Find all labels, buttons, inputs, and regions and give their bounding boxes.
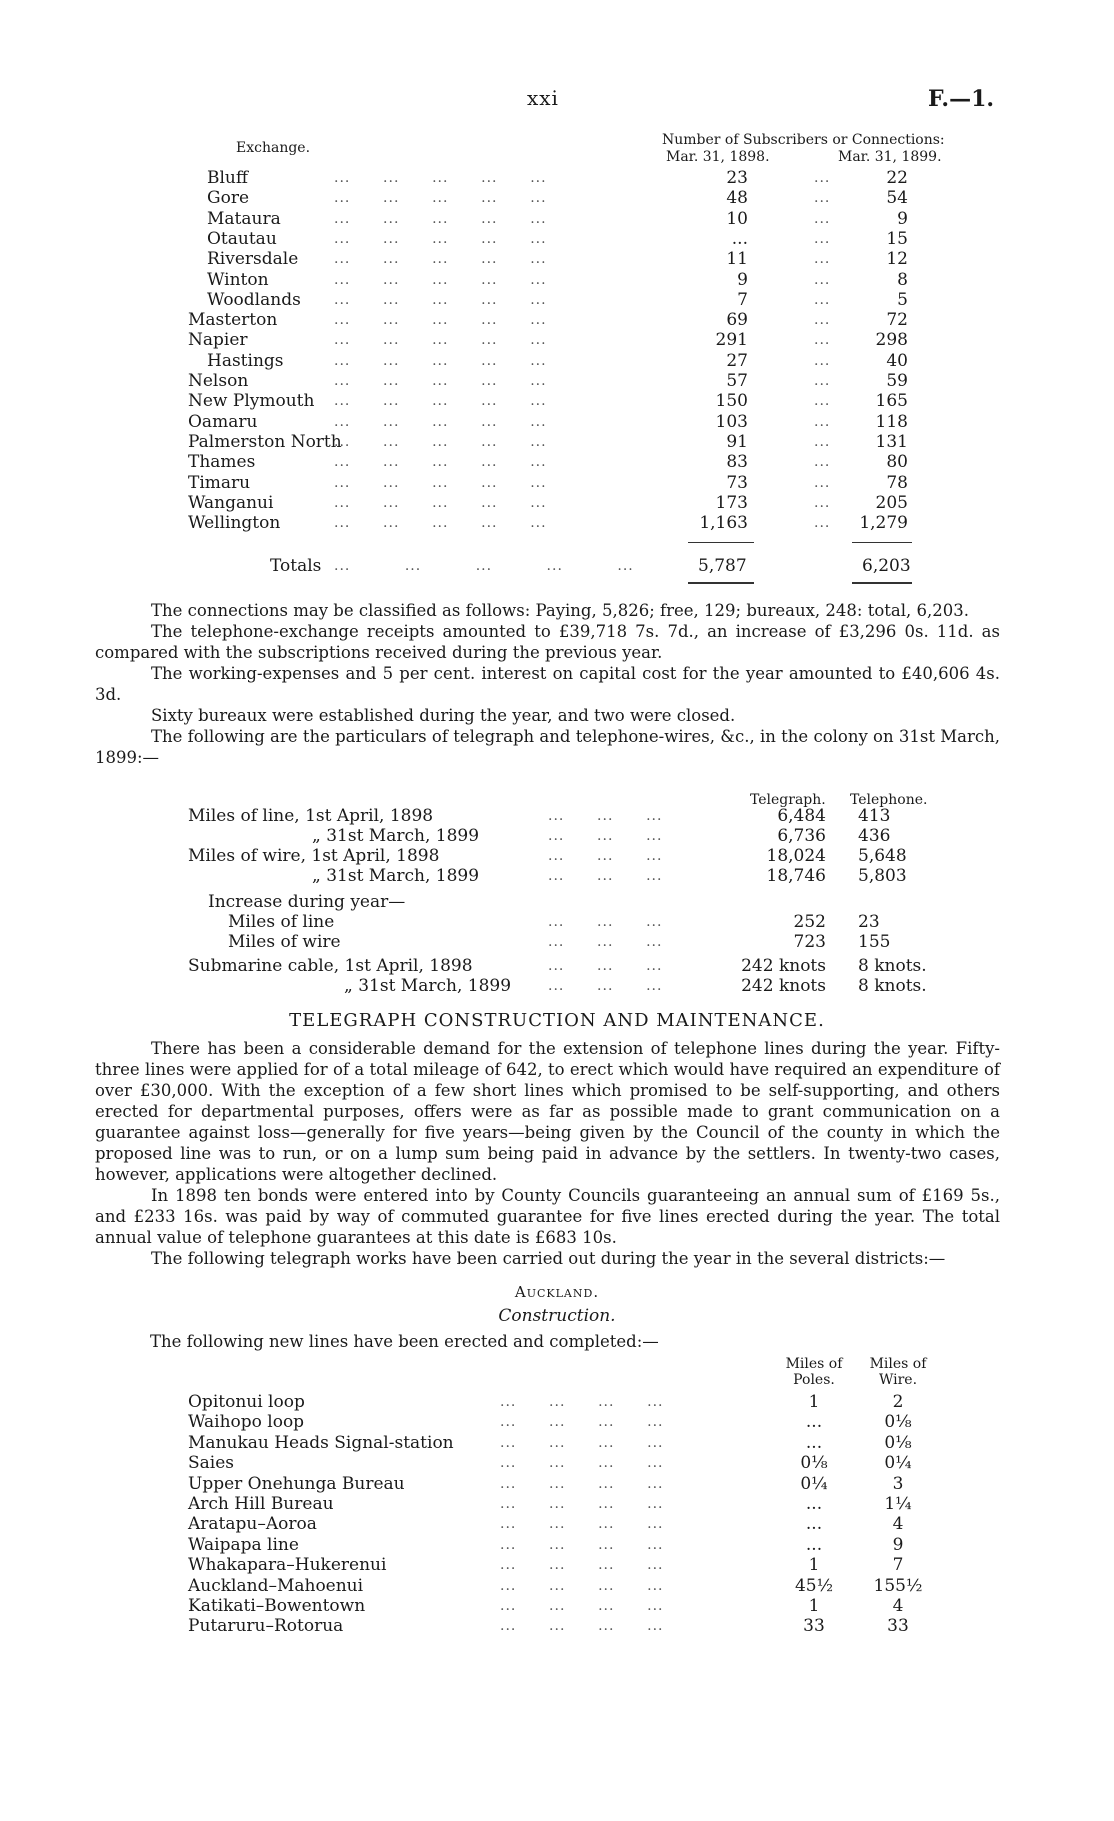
line-name: Katikati–Bowentown	[188, 1596, 366, 1616]
paragraph: The telephone-exchange receipts amounted to £39,718 7s. 7d., an increase of £3,296 0s. 11d. as compared with the subscriptions received during the previous year.	[95, 622, 1000, 662]
exchange-row	[0, 391, 1114, 412]
leader-dots: ...	[814, 413, 831, 430]
leader-dots: ... ... ... ...	[500, 1434, 664, 1451]
wires-row	[0, 932, 1114, 953]
leader-dots: ...	[814, 515, 831, 532]
exchange-row	[0, 412, 1114, 433]
leader-dots: ...	[814, 190, 831, 207]
subscribers-1898: 103	[715, 411, 748, 432]
exchange-row	[0, 371, 1114, 392]
leader-dots: ...	[814, 312, 831, 329]
leader-dots: ... ... ... ...	[500, 1475, 664, 1492]
leader-dots: ...	[814, 230, 831, 247]
telephone-value: 5,648	[858, 846, 907, 866]
subscribers-1898: 27	[726, 350, 748, 371]
exchange-row	[0, 432, 1114, 453]
paragraph: The following telegraph works have been carried out during the year in the several districts:—	[151, 1249, 946, 1268]
miles-of-wire: 1¼	[884, 1494, 912, 1514]
leader-dots: ... ... ... ... ...	[334, 291, 547, 308]
line-row	[0, 1596, 1114, 1617]
exchange-name: Napier	[188, 330, 248, 351]
leader-dots: ... ... ... ... ...	[334, 170, 547, 186]
telephone-value: 436	[858, 826, 891, 846]
line-name: Waihopo loop	[188, 1412, 305, 1433]
totals-label: Totals	[270, 556, 322, 576]
leader-dots: ... ... ...	[548, 978, 663, 994]
wires-row	[0, 866, 1114, 887]
leader-dots: ... ... ... ... ...	[334, 413, 547, 430]
subsection-heading: Construction.	[498, 1306, 616, 1326]
total-1899: 6,203	[862, 556, 911, 576]
leader-dots: ... ... ...	[548, 958, 663, 974]
miles-of-wire: 3	[892, 1473, 904, 1494]
exchange-name: Gore	[207, 188, 250, 209]
leader-dots: ... ... ...	[548, 934, 663, 950]
subscribers-1899: 205	[875, 492, 908, 513]
subscribers-1898: 48	[726, 188, 748, 209]
subscribers-1899: 78	[886, 472, 908, 493]
paragraph: The connections may be classified as follows: Paying, 5,826; free, 129; bureaux, 248: total, 6,203.	[151, 601, 969, 620]
wires-row	[0, 912, 1114, 933]
paragraph: In 1898 ten bonds were entered into by County Councils guaranteeing an annual sum of £169 5s., and £233 16s. was paid by way of commuted guarantee for five lines erected during the year. The total annual value of telephone guarantees at this date is £683 10s.	[95, 1186, 1000, 1247]
subscribers-1898: 73	[726, 472, 748, 493]
miles-of-poles: ...	[805, 1534, 823, 1555]
line-row	[0, 1433, 1114, 1454]
leader-dots: ... ... ... ...	[500, 1496, 664, 1512]
wires-label: Miles of line	[228, 912, 335, 932]
miles-of-wire: 4	[892, 1514, 904, 1535]
exchange-name: Hastings	[207, 350, 284, 371]
leader-dots: ... ... ... ... ...	[334, 373, 547, 389]
leader-dots: ... ... ... ... ...	[334, 210, 547, 227]
line-name: Aratapu–Aoroa	[188, 1514, 317, 1535]
total-rule	[688, 542, 754, 543]
miles-of-poles: 1	[808, 1392, 820, 1412]
exchange-row	[0, 493, 1114, 514]
line-name: Arch Hill Bureau	[188, 1494, 334, 1514]
lines-intro: The following new lines have been erected and completed:—	[150, 1332, 659, 1351]
subscribers-1899: 1,279	[859, 513, 908, 534]
district-heading: Auckland.	[514, 1283, 600, 1301]
subscribers-1899: 9	[897, 208, 908, 229]
subscribers-1898: 150	[715, 391, 748, 412]
line-row	[0, 1392, 1114, 1413]
subscribers-1898: 9	[737, 269, 748, 290]
exchange-name: Woodlands	[207, 289, 301, 310]
line-name: Waipapa line	[188, 1534, 299, 1555]
telegraph-value: 723	[793, 932, 826, 952]
miles-of-wire: 4	[892, 1596, 904, 1616]
exchange-row	[0, 473, 1114, 494]
exchange-name: Wellington	[188, 513, 281, 534]
totals-row	[0, 556, 1114, 577]
leader-dots: ... ... ...	[548, 828, 663, 844]
col-exchange-header: Exchange.	[236, 140, 311, 156]
telephone-value: 23	[858, 912, 880, 932]
wires-label: Miles of wire, 1st April, 1898	[188, 846, 440, 866]
line-name: Saies	[188, 1453, 235, 1474]
telegraph-value: 18,024	[766, 846, 826, 866]
miles-of-poles: 1	[808, 1596, 820, 1616]
exchange-name: Timaru	[188, 472, 251, 493]
leader-dots: ... ... ... ... ...	[334, 494, 547, 511]
exchange-name: Mataura	[207, 208, 281, 229]
leader-dots: ...	[814, 210, 831, 227]
double-rule	[688, 582, 754, 584]
subscribers-1898: 83	[726, 452, 748, 473]
paragraph: The following are the particulars of telegraph and telephone-wires, &c., in the colony on 31st March, 1899:—	[95, 727, 1000, 767]
paragraphs-block-2	[95, 1038, 1000, 1269]
leader-dots: ... ... ... ... ...	[334, 251, 547, 268]
telephone-value: 155	[858, 932, 891, 952]
leader-dots: ... ... ... ...	[500, 1414, 664, 1431]
exchange-row	[0, 249, 1114, 270]
exchange-row	[0, 330, 1114, 351]
leader-dots: ... ... ...	[548, 808, 663, 824]
exchange-name: Winton	[207, 269, 269, 290]
leader-dots: ... ... ... ... ...	[334, 393, 547, 410]
col-wire-header: Miles of Wire.	[869, 1356, 927, 1388]
leader-dots: ... ... ... ... ...	[334, 312, 547, 329]
exchange-row	[0, 452, 1114, 473]
paragraph: There has been a considerable demand for the extension of telephone lines during the year. Fifty-three lines were applied for of a total mileage of 642, to erect which would have required an expenditure of over £30,000. With the exception of a few short lines which promised to be self-supporting, and others erected for departmental purposes, offers were as far as possible made to grant communication on a guarantee against loss—generally for five years—being given by the Council of the county in which the proposed line was to run, or on a lump sum being paid in advance by the settlers. In twenty-two cases, however, applications were altogether declined.	[95, 1039, 1000, 1184]
miles-of-poles: ...	[805, 1432, 823, 1453]
exchange-name: Masterton	[188, 310, 278, 331]
line-name: Upper Onehunga Bureau	[188, 1473, 405, 1494]
miles-of-wire: 7	[892, 1555, 904, 1576]
exchange-row	[0, 229, 1114, 250]
exchange-row	[0, 209, 1114, 230]
subscribers-1899: 12	[886, 249, 908, 270]
subscribers-1899: 72	[886, 310, 908, 331]
subscribers-1899: 118	[875, 411, 908, 432]
miles-of-wire: 0⅛	[884, 1432, 912, 1453]
exchange-row	[0, 310, 1114, 331]
wires-row	[0, 976, 1114, 997]
miles-of-poles: 45½	[794, 1575, 834, 1596]
col-poles-header: Miles of Poles.	[785, 1356, 843, 1388]
telegraph-value: 252	[793, 912, 826, 932]
exchange-name: Wanganui	[188, 492, 274, 513]
wires-label: „ 31st March, 1899	[312, 826, 480, 846]
line-row	[0, 1514, 1114, 1535]
subscribers-1898: 57	[726, 371, 748, 391]
leader-dots: ... ... ... ...	[500, 1557, 664, 1574]
leader-dots: ... ... ...	[548, 868, 663, 884]
telephone-value: 8 knots.	[858, 976, 927, 996]
leader-dots: ... ... ... ...	[500, 1618, 664, 1635]
miles-of-wire: 0¼	[884, 1453, 912, 1474]
miles-of-poles: ...	[805, 1514, 823, 1535]
exchange-row	[0, 270, 1114, 291]
telegraph-value: 6,736	[777, 826, 826, 846]
col-telephone-header: Telephone.	[850, 792, 928, 808]
subscribers-1899: 5	[897, 289, 908, 310]
exchange-name: Nelson	[188, 371, 249, 391]
leader-dots: ... ... ... ... ...	[334, 332, 547, 349]
subscribers-1899: 22	[886, 168, 908, 188]
telephone-value: 8 knots.	[858, 956, 927, 976]
leader-dots: ...	[814, 271, 831, 288]
col-1898-header: Mar. 31, 1898.	[666, 149, 770, 165]
telegraph-value: 18,746	[766, 866, 826, 886]
leader-dots: ...	[814, 170, 831, 186]
leader-dots: ...	[814, 352, 831, 369]
subscribers-1899: 54	[886, 188, 908, 209]
miles-of-wire: 0⅛	[884, 1412, 912, 1433]
line-name: Manukau Heads Signal-station	[188, 1432, 454, 1453]
subscribers-1898: 291	[715, 330, 748, 351]
wires-label: Miles of wire	[228, 932, 341, 952]
wires-row	[0, 826, 1114, 847]
telephone-value: 413	[858, 806, 891, 826]
leader-dots: ... ... ... ...	[500, 1536, 664, 1553]
subscribers-1899: 165	[875, 391, 908, 412]
leader-dots: ...	[814, 494, 831, 511]
exchange-name: Thames	[188, 452, 256, 473]
exchange-name: New Plymouth	[188, 391, 315, 412]
subscribers-1898: 91	[726, 431, 748, 452]
leader-dots: ... ... ... ...	[500, 1455, 664, 1472]
subscribers-1898: 173	[715, 492, 748, 513]
exchange-name: Oamaru	[188, 411, 258, 432]
exchange-name: Bluff	[207, 168, 248, 188]
leader-dots: ...	[814, 433, 831, 450]
miles-of-wire: 2	[892, 1392, 904, 1412]
subscribers-1898: ...	[731, 228, 748, 249]
exchange-row	[0, 513, 1114, 534]
line-name: Whakapara–Hukerenui	[188, 1555, 387, 1576]
telegraph-value: 242 knots	[741, 956, 826, 976]
telegraph-value: 6,484	[777, 806, 826, 826]
line-row	[0, 1474, 1114, 1495]
leader-dots: ...	[814, 393, 831, 410]
wires-label: „ 31st March, 1899	[312, 866, 480, 886]
leader-dots: ... ... ... ... ...	[334, 558, 634, 574]
miles-of-poles: 0⅛	[800, 1453, 828, 1474]
paragraph: The working-expenses and 5 per cent. interest on capital cost for the year amounted to £40,606 4s. 3d.	[95, 664, 1000, 704]
telegraph-value: 242 knots	[741, 976, 826, 996]
subscribers-1899: 59	[886, 371, 908, 391]
miles-of-poles: ...	[805, 1412, 823, 1433]
wires-label: Increase during year—	[208, 892, 406, 912]
exchange-name: Otautau	[207, 228, 277, 249]
miles-of-poles: 33	[803, 1616, 825, 1637]
line-row	[0, 1535, 1114, 1556]
miles-of-wire: 155½	[873, 1575, 923, 1596]
paragraphs-block-1	[95, 600, 1000, 768]
leader-dots: ... ... ... ... ...	[334, 454, 547, 471]
subscribers-1898: 23	[726, 168, 748, 188]
subscribers-1898: 10	[726, 208, 748, 229]
leader-dots: ... ... ... ... ...	[334, 474, 547, 491]
leader-dots: ... ... ... ... ...	[334, 515, 547, 532]
line-name: Opitonui loop	[188, 1392, 305, 1412]
subscribers-1899: 15	[886, 228, 908, 249]
leader-dots: ... ... ... ...	[500, 1516, 664, 1533]
col-1899-header: Mar. 31, 1899.	[838, 149, 942, 165]
double-rule	[852, 582, 912, 584]
line-row	[0, 1616, 1114, 1637]
section-title: TELEGRAPH CONSTRUCTION AND MAINTENANCE.	[289, 1010, 825, 1031]
leader-dots: ... ... ... ...	[500, 1577, 664, 1594]
exchange-name: Riversdale	[207, 249, 299, 270]
wires-row	[0, 956, 1114, 977]
leader-dots: ... ... ... ... ...	[334, 433, 547, 450]
exchange-row	[0, 188, 1114, 209]
leader-dots: ... ... ...	[548, 848, 663, 864]
line-row	[0, 1453, 1114, 1474]
miles-of-wire: 33	[887, 1616, 909, 1637]
wires-row	[0, 806, 1114, 827]
line-row	[0, 1555, 1114, 1576]
leader-dots: ... ... ... ...	[500, 1394, 664, 1410]
total-1898: 5,787	[698, 556, 747, 576]
subscribers-1898: 11	[726, 249, 748, 270]
leader-dots: ...	[814, 291, 831, 308]
leader-dots: ... ... ... ...	[500, 1598, 664, 1614]
subscribers-1898: 7	[737, 289, 748, 310]
leader-dots: ...	[814, 454, 831, 471]
subscribers-1898: 69	[726, 310, 748, 331]
exchange-row	[0, 290, 1114, 311]
leader-dots: ...	[814, 251, 831, 268]
line-row	[0, 1494, 1114, 1515]
subscribers-1898: 1,163	[699, 513, 748, 534]
exchange-name: Palmerston North	[188, 431, 342, 452]
telephone-value: 5,803	[858, 866, 907, 886]
line-row	[0, 1412, 1114, 1433]
wires-label: Submarine cable, 1st April, 1898	[188, 956, 473, 976]
line-name: Putaruru–Rotorua	[188, 1616, 344, 1637]
col-group-header: Number of Subscribers or Connections:	[662, 132, 945, 148]
leader-dots: ... ... ...	[548, 914, 663, 930]
leader-dots: ... ... ... ... ...	[334, 352, 547, 369]
subscribers-1899: 40	[886, 350, 908, 371]
document-code: F.—1.	[928, 86, 995, 112]
leader-dots: ... ... ... ... ...	[334, 230, 547, 247]
wires-label: „ 31st March, 1899	[344, 976, 512, 996]
line-row	[0, 1576, 1114, 1597]
page-number: xxi	[527, 86, 559, 110]
leader-dots: ... ... ... ... ...	[334, 271, 547, 288]
line-name: Auckland–Mahoenui	[188, 1575, 364, 1596]
wires-label: Miles of line, 1st April, 1898	[188, 806, 434, 826]
subscribers-1899: 298	[875, 330, 908, 351]
exchange-row	[0, 168, 1114, 189]
miles-of-wire: 9	[892, 1534, 904, 1555]
col-telegraph-header: Telegraph.	[750, 792, 826, 808]
leader-dots: ...	[814, 474, 831, 491]
leader-dots: ...	[814, 373, 831, 389]
miles-of-poles: 1	[808, 1555, 820, 1576]
wires-row	[0, 846, 1114, 867]
subscribers-1899: 8	[897, 269, 908, 290]
total-rule	[852, 542, 912, 543]
paragraph: Sixty bureaux were established during the year, and two were closed.	[151, 706, 736, 725]
subscribers-1899: 131	[875, 431, 908, 452]
wires-row	[0, 892, 1114, 913]
miles-of-poles: 0¼	[800, 1473, 828, 1494]
subscribers-1899: 80	[886, 452, 908, 473]
leader-dots: ... ... ... ... ...	[334, 190, 547, 207]
exchange-row	[0, 351, 1114, 372]
leader-dots: ...	[814, 332, 831, 349]
miles-of-poles: ...	[805, 1494, 823, 1514]
